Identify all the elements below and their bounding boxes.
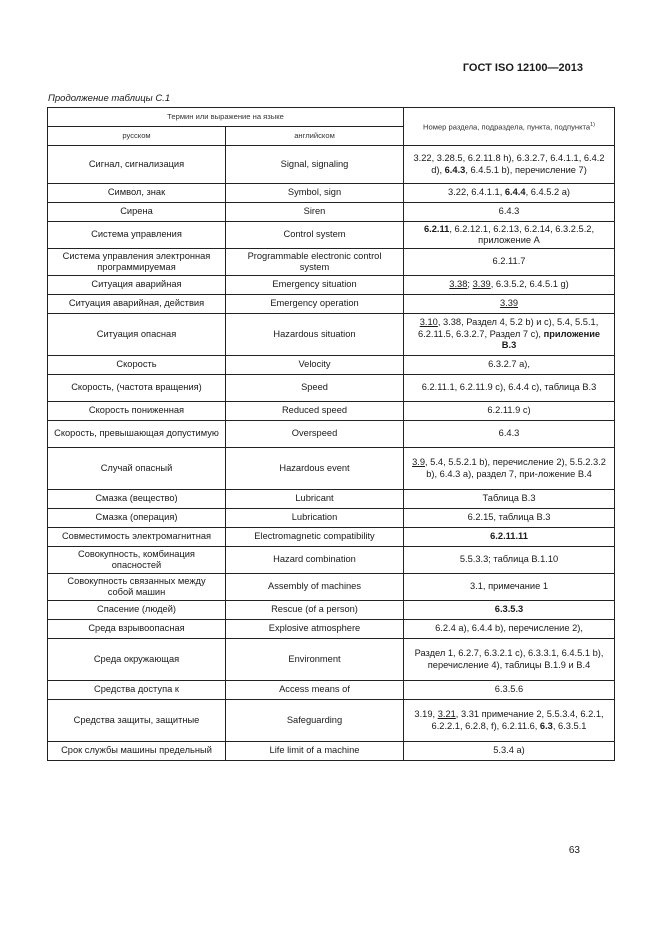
- reference-segment: 6.3: [539, 720, 553, 731]
- section-reference: [404, 547, 615, 574]
- term-english: Signal, signaling: [226, 146, 404, 184]
- reference-segment: 3.10: [419, 317, 438, 328]
- reference-segment: 3.1, примечание 1: [470, 581, 549, 592]
- term-russian: Ситуация аварийная, действия: [48, 295, 226, 314]
- section-reference: [404, 314, 615, 356]
- section-reference: [404, 222, 615, 249]
- table-body: [48, 146, 615, 761]
- term-russian: Система управления электронная программируемая: [48, 249, 226, 276]
- section-reference: [404, 402, 615, 421]
- table-row: [48, 421, 615, 448]
- section-reference: [404, 528, 615, 547]
- section-reference: [404, 490, 615, 509]
- term-english: Hazard combination: [226, 547, 404, 574]
- reference-segment: 6.4.4: [504, 187, 526, 198]
- section-reference: [404, 356, 615, 375]
- section-reference: [404, 421, 615, 448]
- reference-segment: 6.3.2.7 a),: [488, 359, 530, 370]
- term-russian: Сигнал, сигнализация: [48, 146, 226, 184]
- reference-segment: 3.21: [437, 709, 456, 719]
- section-reference: [404, 742, 615, 761]
- term-english: Speed: [226, 375, 404, 402]
- reference-segment: , 3.31 примечание 2, 5.5.3.4, 6.2.1, 6.2.2.1, 6.2.8, f), 6.2.11.6,: [431, 709, 604, 731]
- reference-segment: , 6.4.5.1 b), перечисление 7): [465, 164, 587, 175]
- reference-segment: , 6.2.12.1, 6.2.13, 6.2.14, 6.3.2.5.2, приложение A: [449, 223, 595, 245]
- term-russian: Скорость пониженная: [48, 402, 226, 421]
- russian-column-header: русском: [48, 127, 226, 146]
- table-row: [48, 528, 615, 547]
- section-reference: [404, 203, 615, 222]
- term-russian: Скорость, (частота вращения): [48, 375, 226, 402]
- reference-segment: , 6.4.5.2 a): [525, 187, 571, 198]
- reference-segment: Раздел 1, 6.2.7, 6.3.2.1 c), 6.3.3.1, 6.4.5.1 b), перечисление 4), таблицы В.1.9 и В.4: [414, 648, 604, 670]
- reference-segment: 3.39: [472, 279, 491, 290]
- section-reference: [404, 639, 615, 681]
- table-row: [48, 356, 615, 375]
- term-english: Hazardous situation: [226, 314, 404, 356]
- section-reference: [404, 295, 615, 314]
- term-english: Hazardous event: [226, 448, 404, 490]
- term-group-header: Термин или выражение на языке: [48, 108, 404, 127]
- term-russian: Скорость: [48, 356, 226, 375]
- table-row: [48, 620, 615, 639]
- section-reference: [404, 276, 615, 295]
- table-row: [48, 375, 615, 402]
- table-row: [48, 742, 615, 761]
- footnote-marker: 1): [590, 122, 595, 129]
- term-russian: Средства доступа к: [48, 681, 226, 700]
- term-english: Symbol, sign: [226, 184, 404, 203]
- table-row: [48, 490, 615, 509]
- term-russian: Совместимость электромагнитная: [48, 528, 226, 547]
- reference-segment: 3.19,: [414, 709, 438, 719]
- terms-table: [47, 107, 615, 761]
- reference-segment: 3.22, 3.28.5, 6.2.11.8 h), 6.3.2.7, 6.4.1.1, 6.4.2 d),: [413, 153, 605, 175]
- table-row: [48, 184, 615, 203]
- table-row: [48, 601, 615, 620]
- reference-segment: 6.2.11.9 c): [487, 405, 531, 416]
- term-russian: Сирена: [48, 203, 226, 222]
- reference-segment: 5.5.3.3; таблица В.1.10: [459, 554, 559, 565]
- page-number: 63: [568, 845, 580, 856]
- section-reference: [404, 375, 615, 402]
- reference-segment: 6.3.5.6: [494, 684, 524, 695]
- reference-segment: 6.4.3: [498, 428, 520, 439]
- term-english: Access means of: [226, 681, 404, 700]
- term-russian: Скорость, превышающая допустимую: [48, 421, 226, 448]
- term-russian: Совокупность, комбинация опасностей: [48, 547, 226, 574]
- term-russian: Смазка (операция): [48, 509, 226, 528]
- reference-segment: , 6.3.5.1: [552, 720, 587, 731]
- reference-segment: 6.2.11.7: [492, 256, 526, 267]
- term-english: Assembly of machines: [226, 574, 404, 601]
- term-russian: Ситуация опасная: [48, 314, 226, 356]
- term-english: Lubrication: [226, 509, 404, 528]
- reference-segment: 6.2.11.1, 6.2.11.9 c), 6.4.4 c), таблица В.3: [421, 382, 597, 393]
- term-russian: Срок службы машины предельный: [48, 742, 226, 761]
- table-row: [48, 574, 615, 601]
- reference-segment: приложение В.3: [501, 328, 601, 351]
- term-english: Safeguarding: [226, 700, 404, 742]
- section-reference: [404, 509, 615, 528]
- section-reference: [404, 249, 615, 276]
- reference-segment: 6.4.3: [498, 206, 520, 217]
- term-english: Programmable electronic control system: [226, 249, 404, 276]
- section-reference: [404, 448, 615, 490]
- section-reference: [404, 601, 615, 620]
- table-row: [48, 222, 615, 249]
- reference-segment: 6.2.15, таблица В.3: [467, 512, 551, 523]
- term-russian: Смазка (вещество): [48, 490, 226, 509]
- table-row: [48, 639, 615, 681]
- table-row: [48, 681, 615, 700]
- table-row: [48, 700, 615, 742]
- section-reference: [404, 681, 615, 700]
- term-english: Control system: [226, 222, 404, 249]
- term-english: Emergency operation: [226, 295, 404, 314]
- reference-segment: 3.22, 6.4.1.1,: [448, 187, 505, 198]
- term-english: Environment: [226, 639, 404, 681]
- term-russian: Среда окружающая: [48, 639, 226, 681]
- term-english: Overspeed: [226, 421, 404, 448]
- term-english: Reduced speed: [226, 402, 404, 421]
- term-russian: Средства защиты, защитные: [48, 700, 226, 742]
- table-row: [48, 295, 615, 314]
- term-english: Siren: [226, 203, 404, 222]
- term-russian: Среда взрывоопасная: [48, 620, 226, 639]
- reference-segment: ;: [467, 279, 473, 290]
- table-row: [48, 203, 615, 222]
- reference-segment: , 3.38, Раздел 4, 5.2 b) и c), 5.4, 5.5.1, 6.2.11.5, 6.3.2.7, Раздел 7 c),: [417, 317, 599, 339]
- reference-segment: 6.4.3: [444, 164, 466, 175]
- english-column-header: английском: [226, 127, 404, 146]
- reference-segment: , 6.3.5.2, 6.4.5.1 g): [490, 279, 569, 290]
- section-number-header: Номер раздела, подраздела, пункта, подпункта$^{1)}$: [404, 108, 615, 146]
- table-row: [48, 448, 615, 490]
- term-english: Electromagnetic compatibility: [226, 528, 404, 547]
- table-caption: Продолжение таблицы С.1: [48, 93, 171, 104]
- section-reference: [404, 574, 615, 601]
- table-row: [48, 314, 615, 356]
- term-english: Rescue (of a person): [226, 601, 404, 620]
- section-reference: [404, 620, 615, 639]
- document-code: ГОСТ ISO 12100—2013: [462, 62, 583, 74]
- reference-segment: 6.2.4 a), 6.4.4 b), перечисление 2),: [435, 623, 583, 634]
- table-row: [48, 276, 615, 295]
- term-russian: Система управления: [48, 222, 226, 249]
- reference-segment: 3.38: [449, 279, 468, 290]
- section-reference: [404, 700, 615, 742]
- reference-segment: , 5.4, 5.5.2.1 b), перечисление 2), 5.5.2.3.2 b), 6.4.3 a), раздел 7, при-ложение В.4: [425, 457, 606, 479]
- table-row: [48, 547, 615, 574]
- term-russian: Ситуация аварийная: [48, 276, 226, 295]
- table-row: [48, 249, 615, 276]
- term-russian: Случай опасный: [48, 448, 226, 490]
- reference-segment: 6.2.11.11: [490, 531, 528, 542]
- term-english: Explosive atmosphere: [226, 620, 404, 639]
- term-russian: Символ, знак: [48, 184, 226, 203]
- reference-segment: Таблица В.3: [482, 493, 536, 504]
- term-russian: Спасение (людей): [48, 601, 226, 620]
- table-row: [48, 509, 615, 528]
- section-reference: [404, 184, 615, 203]
- reference-segment: 5.3.4 a): [493, 745, 525, 756]
- term-english: Emergency situation: [226, 276, 404, 295]
- reference-segment: 3.39: [499, 298, 519, 309]
- table-row: [48, 402, 615, 421]
- term-english: Lubricant: [226, 490, 404, 509]
- term-english: Velocity: [226, 356, 404, 375]
- term-english: Life limit of a machine: [226, 742, 404, 761]
- reference-segment: 6.2.11: [423, 223, 450, 234]
- term-russian: Совокупность связанных между собой машин: [48, 574, 226, 601]
- reference-segment: 6.3.5.3: [494, 604, 524, 615]
- reference-segment: 3.9: [412, 457, 426, 467]
- table-row: [48, 146, 615, 184]
- section-reference: [404, 146, 615, 184]
